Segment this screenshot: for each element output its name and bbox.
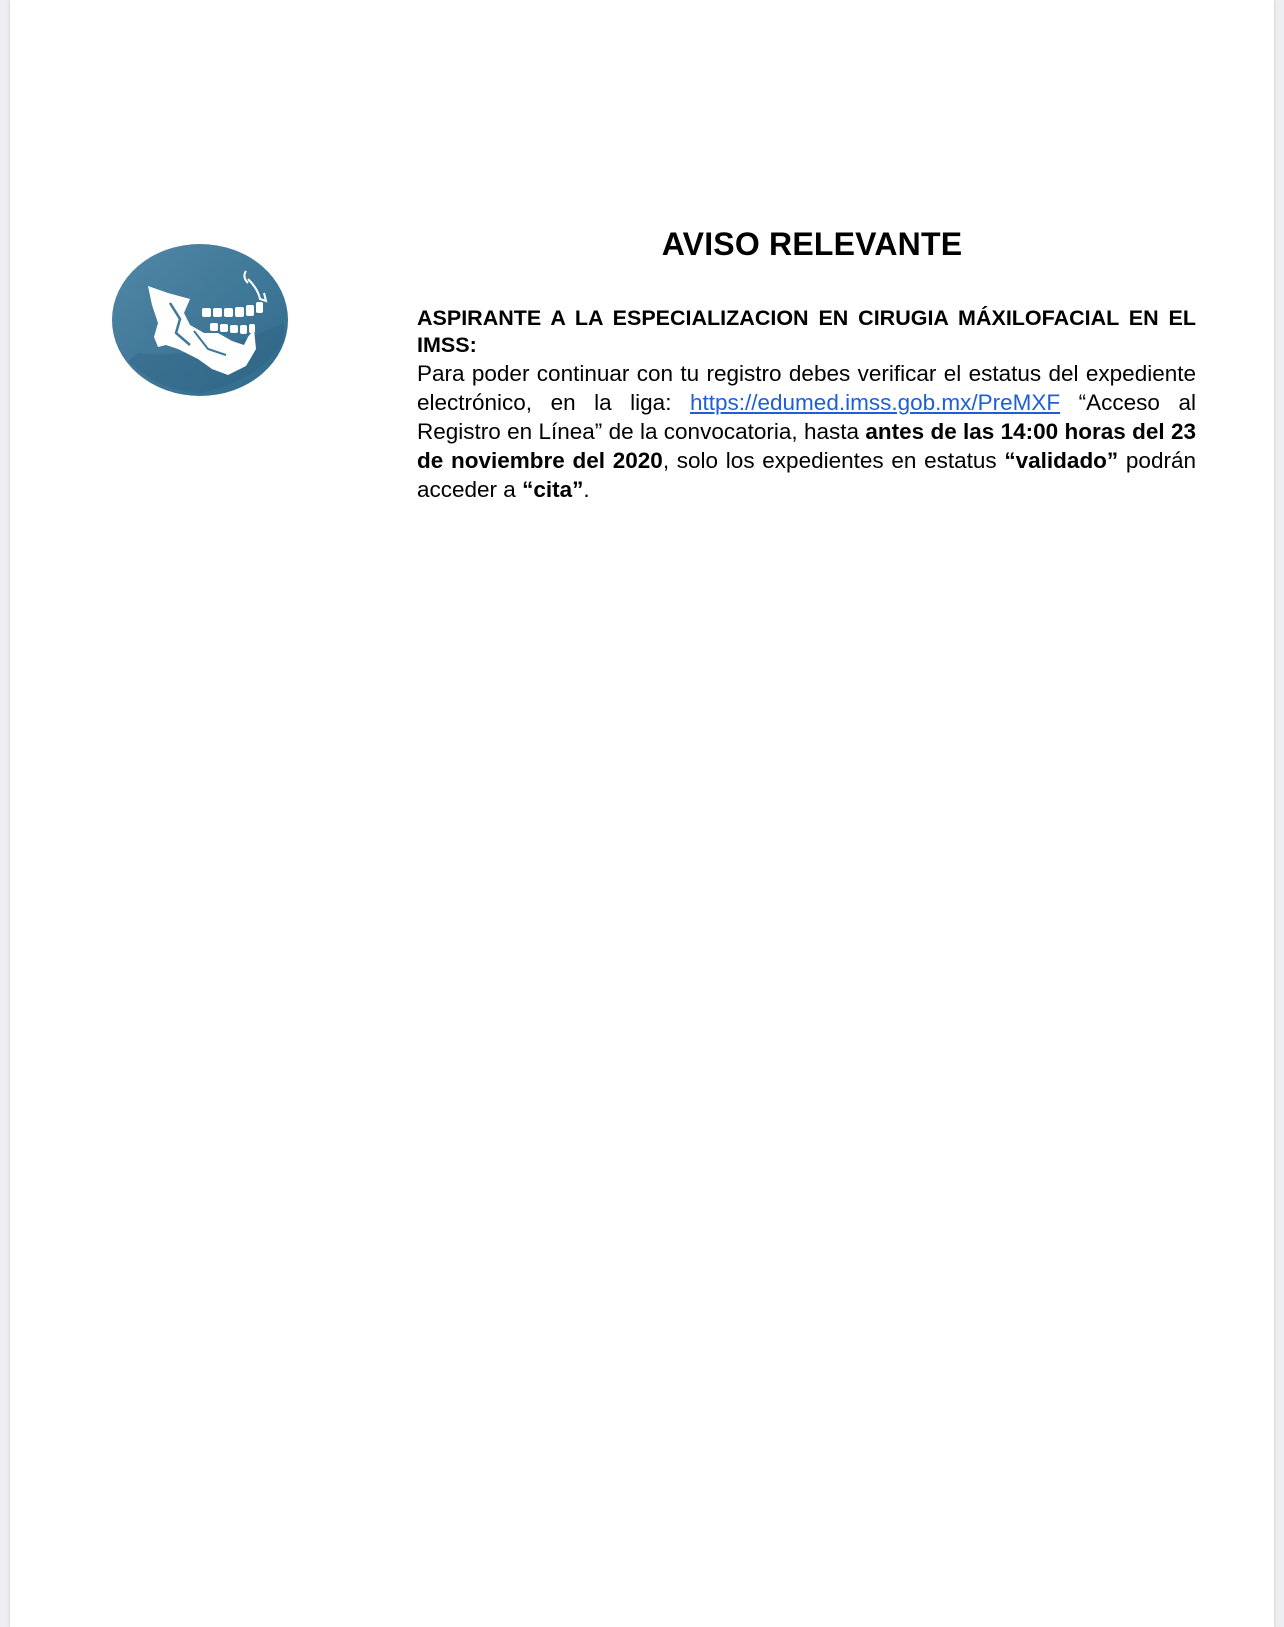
paragraph-text-3: , solo los expedientes en estatus	[662, 448, 997, 473]
registration-link[interactable]: https://edumed.imss.gob.mx/PreMXF	[689, 390, 1061, 415]
paragraph-text-5: .	[583, 477, 590, 502]
maxilofacial-logo	[108, 241, 292, 399]
notice-body	[417, 305, 1196, 504]
paragraph-text-1: Para poder continuar con tu registro debes verificar el estatus del expediente electrónico, en la liga:	[417, 361, 1196, 415]
notice-paragraph	[417, 359, 1196, 504]
cita-text: “cita”	[522, 477, 584, 502]
deadline-text: antes de las 14:00 horas del 23 de noviembre del 2020	[417, 419, 1196, 473]
notice-heading: ASPIRANTE A LA ESPECIALIZACION EN CIRUGIA MÁXILOFACIAL EN EL IMSS:	[417, 306, 1196, 357]
paragraph-text-4: podrán acceder a	[417, 448, 1196, 502]
status-validado-text: “validado”	[1004, 448, 1119, 473]
document-page	[10, 0, 1274, 1627]
jaw-bone-icon	[108, 241, 292, 399]
notice-title: AVISO RELEVANTE	[661, 226, 963, 262]
paragraph-text-2: “Acceso al Registro en Línea” de la convocatoria, hasta	[417, 390, 1196, 444]
